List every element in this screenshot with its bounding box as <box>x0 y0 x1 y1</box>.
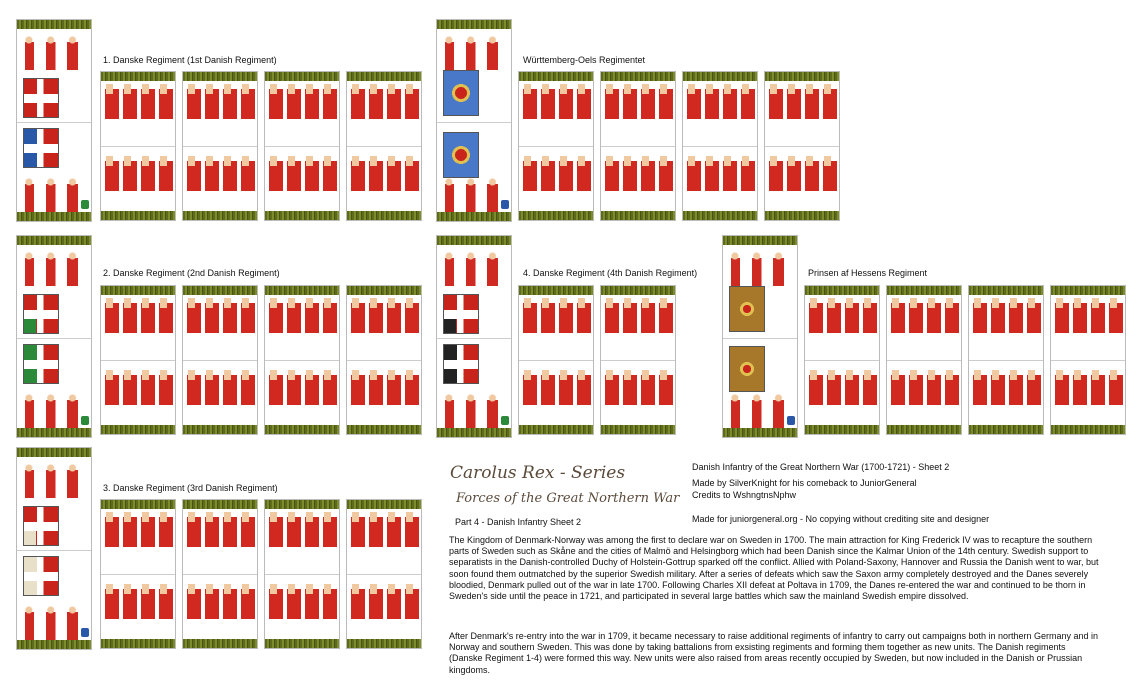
regiment-label: 4. Danske Regiment (4th Danish Regiment) <box>523 268 698 278</box>
grass-base <box>17 20 91 29</box>
history-paragraph: The Kingdom of Denmark-Norway was among the first to declare war on Sweden in 1700. The main attraction for King Frederick IV was to recapture the southern parts of Sweden such as Skåne and the cities of Malmö and Helsingborg which had been Danish since the Kalmar Union of the 14th century. Swedish support to separatists in the Danish-controlled Duchy of Holstein-Gottrup sparked off the conflict. Allied with Poland-Saxony, Hannover and Russia the Danish went to war, but soon found them outmatched by the superior Swedish military. After a series of defeats which saw the Saxon army completely destroyed and the Danes severely bloodied, Denmark pulled out of the war in late 1700. Following Charles XII defeat at Poltava in 1709, the Danes re-entered the war and continued to be thorn in Sweden's side until the peace in 1721, and participated in several large battles which saw the mainland Swedish empire dissolved. <box>449 535 1099 602</box>
infantry-strip <box>518 285 594 435</box>
infantry-strip <box>100 285 176 435</box>
regiment-label: Prinsen af Hessens Regiment <box>808 268 928 278</box>
drum-icon <box>81 200 89 209</box>
infantry-strip <box>886 285 962 435</box>
infantry-strip <box>764 71 840 221</box>
officer-figures <box>727 246 793 286</box>
credits-line: Credits to WshngtnsNphw <box>692 490 797 500</box>
infantry-strip <box>1050 285 1126 435</box>
drum-icon <box>501 200 509 209</box>
regimental-flag <box>443 294 479 334</box>
infantry-strip <box>182 285 258 435</box>
officer-figures <box>727 388 793 428</box>
regimental-flag <box>729 346 765 392</box>
series-title: Carolus Rex - Series <box>450 463 626 483</box>
officer-figures <box>21 458 87 498</box>
credits-line: Made by SilverKnight for his comeback to JuniorGeneral <box>692 478 917 488</box>
infantry-strip <box>264 285 340 435</box>
regimental-flag <box>443 70 479 116</box>
infantry-strip <box>968 285 1044 435</box>
infantry-strip <box>682 71 758 221</box>
infantry-strip <box>100 71 176 221</box>
regimental-flag <box>23 128 59 168</box>
regimental-flag <box>729 286 765 332</box>
infantry-strip <box>518 71 594 221</box>
history-paragraph: After Denmark's re-entry into the war in 1709, it became necessary to raise additional regiments of infantry to carry out campaigns both in northern Germany and in Norway and southern Sweden. This was done by taking battalions from exsisting regiments and forming them together as new units. The Danish regiments (Danske Regiment 1-4) were formed this way. New units were also raised from areas recently occupied by Sweden, but now included in the Danish or Prussian kingdoms. <box>449 631 1099 675</box>
command-strip <box>16 19 92 222</box>
drum-icon <box>501 416 509 425</box>
officer-figures <box>21 600 87 640</box>
regimental-flag <box>23 556 59 596</box>
regiment-label: 3. Danske Regiment (3rd Danish Regiment) <box>103 483 278 493</box>
part-label: Part 4 - Danish Infantry Sheet 2 <box>455 517 582 527</box>
regiment-label: 1. Danske Regiment (1st Danish Regiment) <box>103 55 277 65</box>
infantry-strip <box>182 71 258 221</box>
officer-figures <box>441 246 507 286</box>
drum-icon <box>81 628 89 637</box>
command-strip <box>436 235 512 438</box>
infantry-strip <box>600 71 676 221</box>
officer-figures <box>21 172 87 212</box>
regimental-flag <box>443 344 479 384</box>
infantry-strip <box>804 285 880 435</box>
command-strip <box>16 447 92 650</box>
officer-figures <box>21 388 87 428</box>
regimental-flag <box>23 78 59 118</box>
regiment-label: 2. Danske Regiment (2nd Danish Regiment) <box>103 268 280 278</box>
infantry-strip <box>600 285 676 435</box>
infantry-strip <box>346 71 422 221</box>
officer-figures <box>21 30 87 70</box>
infantry-strip <box>100 499 176 649</box>
officer-figures <box>441 388 507 428</box>
command-strip <box>722 235 798 438</box>
credits-line: Danish Infantry of the Great Northern War (1700-1721) - Sheet 2 <box>692 462 950 472</box>
officer-figures <box>21 246 87 286</box>
infantry-strip <box>182 499 258 649</box>
command-strip <box>16 235 92 438</box>
infantry-strip <box>264 71 340 221</box>
command-strip <box>436 19 512 222</box>
officer-figures <box>441 172 507 212</box>
infantry-strip <box>346 499 422 649</box>
drum-icon <box>81 416 89 425</box>
series-subtitle: Forces of the Great Northern War <box>456 491 680 506</box>
regimental-flag <box>23 506 59 546</box>
credits-line: Made for juniorgeneral.org - No copying without crediting site and designer <box>692 514 990 524</box>
regimental-flag <box>23 294 59 334</box>
officer-figures <box>441 30 507 70</box>
drum-icon <box>787 416 795 425</box>
infantry-strip <box>264 499 340 649</box>
infantry-strip <box>346 285 422 435</box>
regiment-label: Württemberg-Oels Regimentet <box>523 55 646 65</box>
grass-base <box>17 212 91 221</box>
regimental-flag <box>23 344 59 384</box>
